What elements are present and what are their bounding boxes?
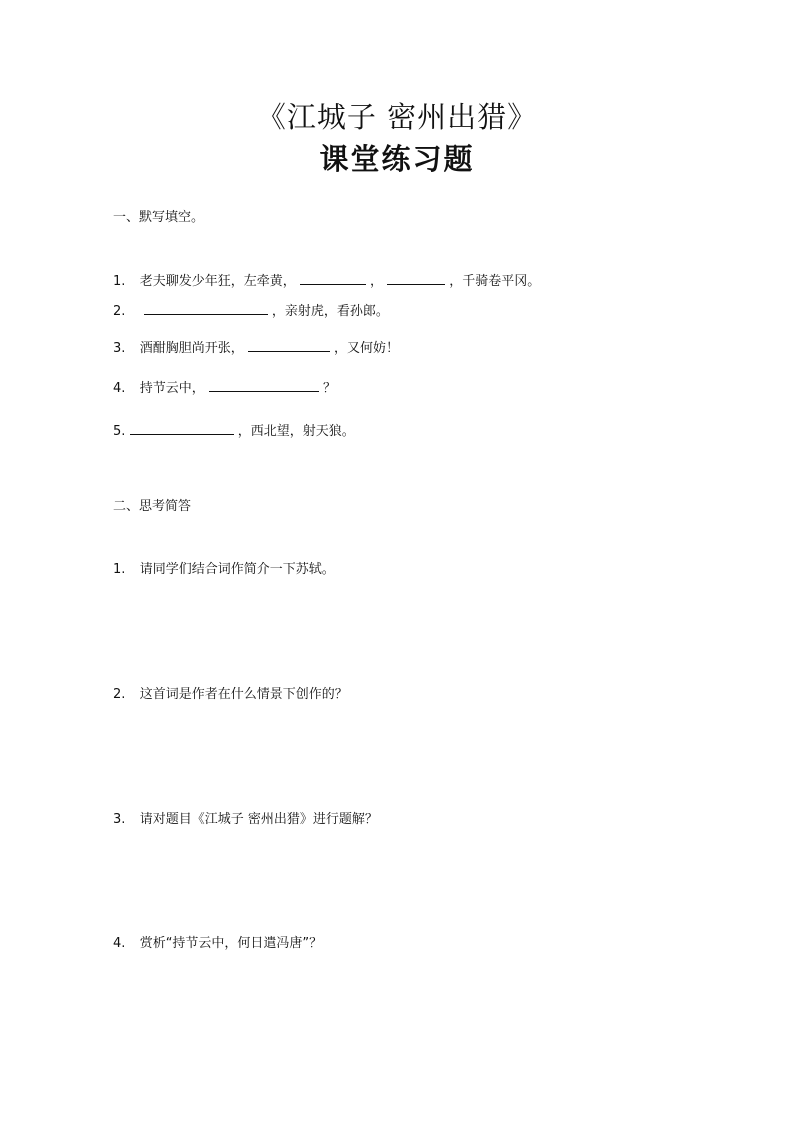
item-number: 3. xyxy=(113,341,126,356)
item-text: ，千骑卷平冈。 xyxy=(449,274,541,289)
document-title-line-1: 《江城子 密州出猎》 xyxy=(256,100,538,134)
answer-blank[interactable] xyxy=(144,302,268,315)
answer-blank[interactable] xyxy=(130,422,234,435)
item-number: 1. xyxy=(113,274,126,289)
question-number: 1. xyxy=(113,562,126,577)
fill-in-item-4 xyxy=(113,379,336,397)
document-title-line-2: 课堂练习题 xyxy=(319,142,475,176)
fill-in-item-5 xyxy=(113,422,355,440)
item-text: 老夫聊发少年狂，左牵黄， xyxy=(139,274,296,289)
answer-blank[interactable] xyxy=(387,272,445,285)
question-4 xyxy=(113,936,322,952)
item-text: ，西北望，射天狼。 xyxy=(237,424,355,439)
section-1-heading: 一、默写填空。 xyxy=(113,210,205,225)
item-text: ，亲射虎，看孙郎。 xyxy=(271,304,389,319)
item-text: ，又何妨！ xyxy=(333,341,399,356)
question-text: 赏析“持节云中，何日遣冯唐”？ xyxy=(139,936,323,951)
fill-in-item-2 xyxy=(113,302,389,320)
item-text: 酒酣胸胆尚开张， xyxy=(139,341,244,356)
question-2 xyxy=(113,687,348,703)
section-2-heading: 二、思考简答 xyxy=(113,499,192,514)
question-text: 请对题目《江城子 密州出猎》进行题解？ xyxy=(139,812,378,827)
question-number: 2. xyxy=(113,687,126,702)
item-text: ？ xyxy=(322,381,336,396)
question-1 xyxy=(113,562,335,578)
item-text: ， xyxy=(369,274,383,289)
item-number: 5. xyxy=(113,424,126,439)
answer-blank[interactable] xyxy=(248,339,330,352)
fill-in-item-1 xyxy=(113,272,540,290)
question-text: 请同学们结合词作简介一下苏轼。 xyxy=(139,562,335,577)
question-number: 3. xyxy=(113,812,126,827)
question-3 xyxy=(113,812,378,828)
answer-blank[interactable] xyxy=(209,379,319,392)
fill-in-item-3 xyxy=(113,339,399,357)
item-number: 4. xyxy=(113,381,126,396)
question-number: 4. xyxy=(113,936,126,951)
answer-blank[interactable] xyxy=(300,272,366,285)
question-text: 这首词是作者在什么情景下创作的？ xyxy=(139,687,348,702)
item-text: 持节云中， xyxy=(139,381,205,396)
item-number: 2. xyxy=(113,304,126,319)
